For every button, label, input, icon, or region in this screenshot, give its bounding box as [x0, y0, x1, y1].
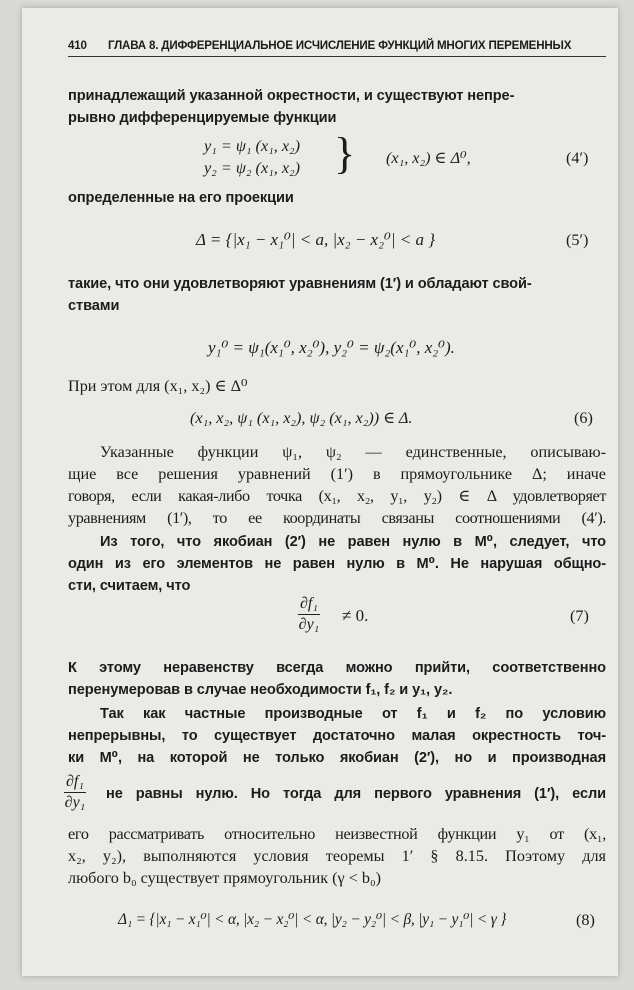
paragraph-line: x₂, y₂), выполняются условия теоремы 1′ § 8.15. Поэтому для [68, 847, 606, 865]
header-rule [68, 56, 606, 57]
equation-7-denominator: ∂y₁ [298, 616, 320, 633]
running-title: ГЛАВА 8. ДИФФЕРЕНЦИАЛЬНОЕ ИСЧИСЛЕНИЕ ФУНКЦИЙ МНОГИХ ПЕРЕМЕННЫХ [108, 39, 572, 52]
equation-8: Δ₁ = {|x₁ − x₁⁰| < α, |x₂ − x₂⁰| < α, |y₂ − y₂⁰| < β, |y₁ − y₁⁰| < γ } [118, 911, 507, 928]
equation-7-numerator: ∂f₁ [298, 594, 320, 615]
inline-derivative-fraction [64, 772, 86, 813]
paragraph-line: определенные на его проекции [68, 190, 294, 206]
equation-4-row-1: y₁ = ψ₁ (x₁, x₂) [204, 137, 301, 155]
equation-7-label: (7) [570, 607, 589, 625]
paragraph-line: не равны нулю. Но тогда для первого уравнения (1′), если [106, 786, 606, 802]
equation-initial-values: y₁⁰ = ψ₁(x₁⁰, x₂⁰), y₂⁰ = ψ₂(x₁⁰, x₂⁰). [208, 338, 455, 357]
equation-4-row-2: y₂ = ψ₂ (x₁, x₂) [204, 159, 301, 177]
paragraph-line: перенумеровав в случае необходимости f₁, f₂ и y₁, y₂. [68, 682, 453, 698]
paragraph-line: Указанные функции ψ₁, ψ₂ — единственные, описываю- [100, 443, 606, 461]
inline-derivative-denominator: ∂y₁ [64, 794, 86, 811]
paragraph-line: Из того, что якобиан (2′) не равен нулю в M⁰, следует, что [100, 534, 606, 550]
book-page [22, 8, 618, 976]
equation-8-label: (8) [576, 911, 595, 929]
paragraph-line: сти, считаем, что [68, 578, 191, 594]
paragraph-line: принадлежащий указанной окрестности, и существуют непре- [68, 88, 515, 104]
equation-7-fraction [298, 594, 320, 635]
equation-4-domain: (x₁, x₂) ∈ Δ⁰, [386, 149, 471, 167]
equation-5-label: (5′) [566, 231, 589, 249]
page-number: 410 [68, 39, 87, 52]
paragraph-line: непрерывны, то существует достаточно малая окрестность точ- [68, 728, 606, 744]
equation-6-label: (6) [574, 409, 593, 427]
paragraph-line: щие все решения уравнений (1′) в прямоугольнике Δ; иначе [68, 465, 606, 483]
paragraph-line: ки M⁰, на которой не только якобиан (2′), но и производная [68, 750, 606, 766]
paragraph-line: один из его элементов не равен нулю в M⁰. Не нарушая общно- [68, 556, 606, 572]
paragraph-line: рывно дифференцируемые функции [68, 110, 337, 126]
paragraph-line: При этом для (x₁, x₂) ∈ Δ⁰ [68, 377, 248, 395]
paragraph-line: Так как частные производные от f₁ и f₂ по условию [100, 706, 606, 722]
paragraph-line: такие, что они удовлетворяют уравнениям (1′) и обладают свой- [68, 276, 532, 292]
paragraph-line: его рассматривать относительно неизвестной функции y₁ от (x₁, [68, 825, 606, 843]
equation-7-relation: ≠ 0. [342, 606, 369, 625]
equation-4-brace: } [334, 129, 356, 178]
paragraph-line: говоря, если какая-либо точка (x₁, x₂, y₁, y₂) ∈ Δ удовлетворяет [68, 487, 606, 505]
paragraph-line: любого b₀ существует прямоугольник (γ < b₀) [68, 869, 382, 887]
equation-5: Δ = {|x₁ − x₁⁰| < a, |x₂ − x₂⁰| < a } [196, 230, 436, 249]
equation-6: (x₁, x₂, ψ₁ (x₁, x₂), ψ₂ (x₁, x₂)) ∈ Δ. [190, 409, 413, 427]
paragraph-line: уравнениям (1′), то ее координаты связаны соотношениями (4′). [68, 509, 606, 527]
inline-derivative-numerator: ∂f₁ [64, 772, 86, 793]
paragraph-line: К этому неравенству всегда можно прийти, соответственно [68, 660, 606, 676]
paragraph-line: ствами [68, 298, 120, 314]
equation-4-label: (4′) [566, 149, 589, 167]
